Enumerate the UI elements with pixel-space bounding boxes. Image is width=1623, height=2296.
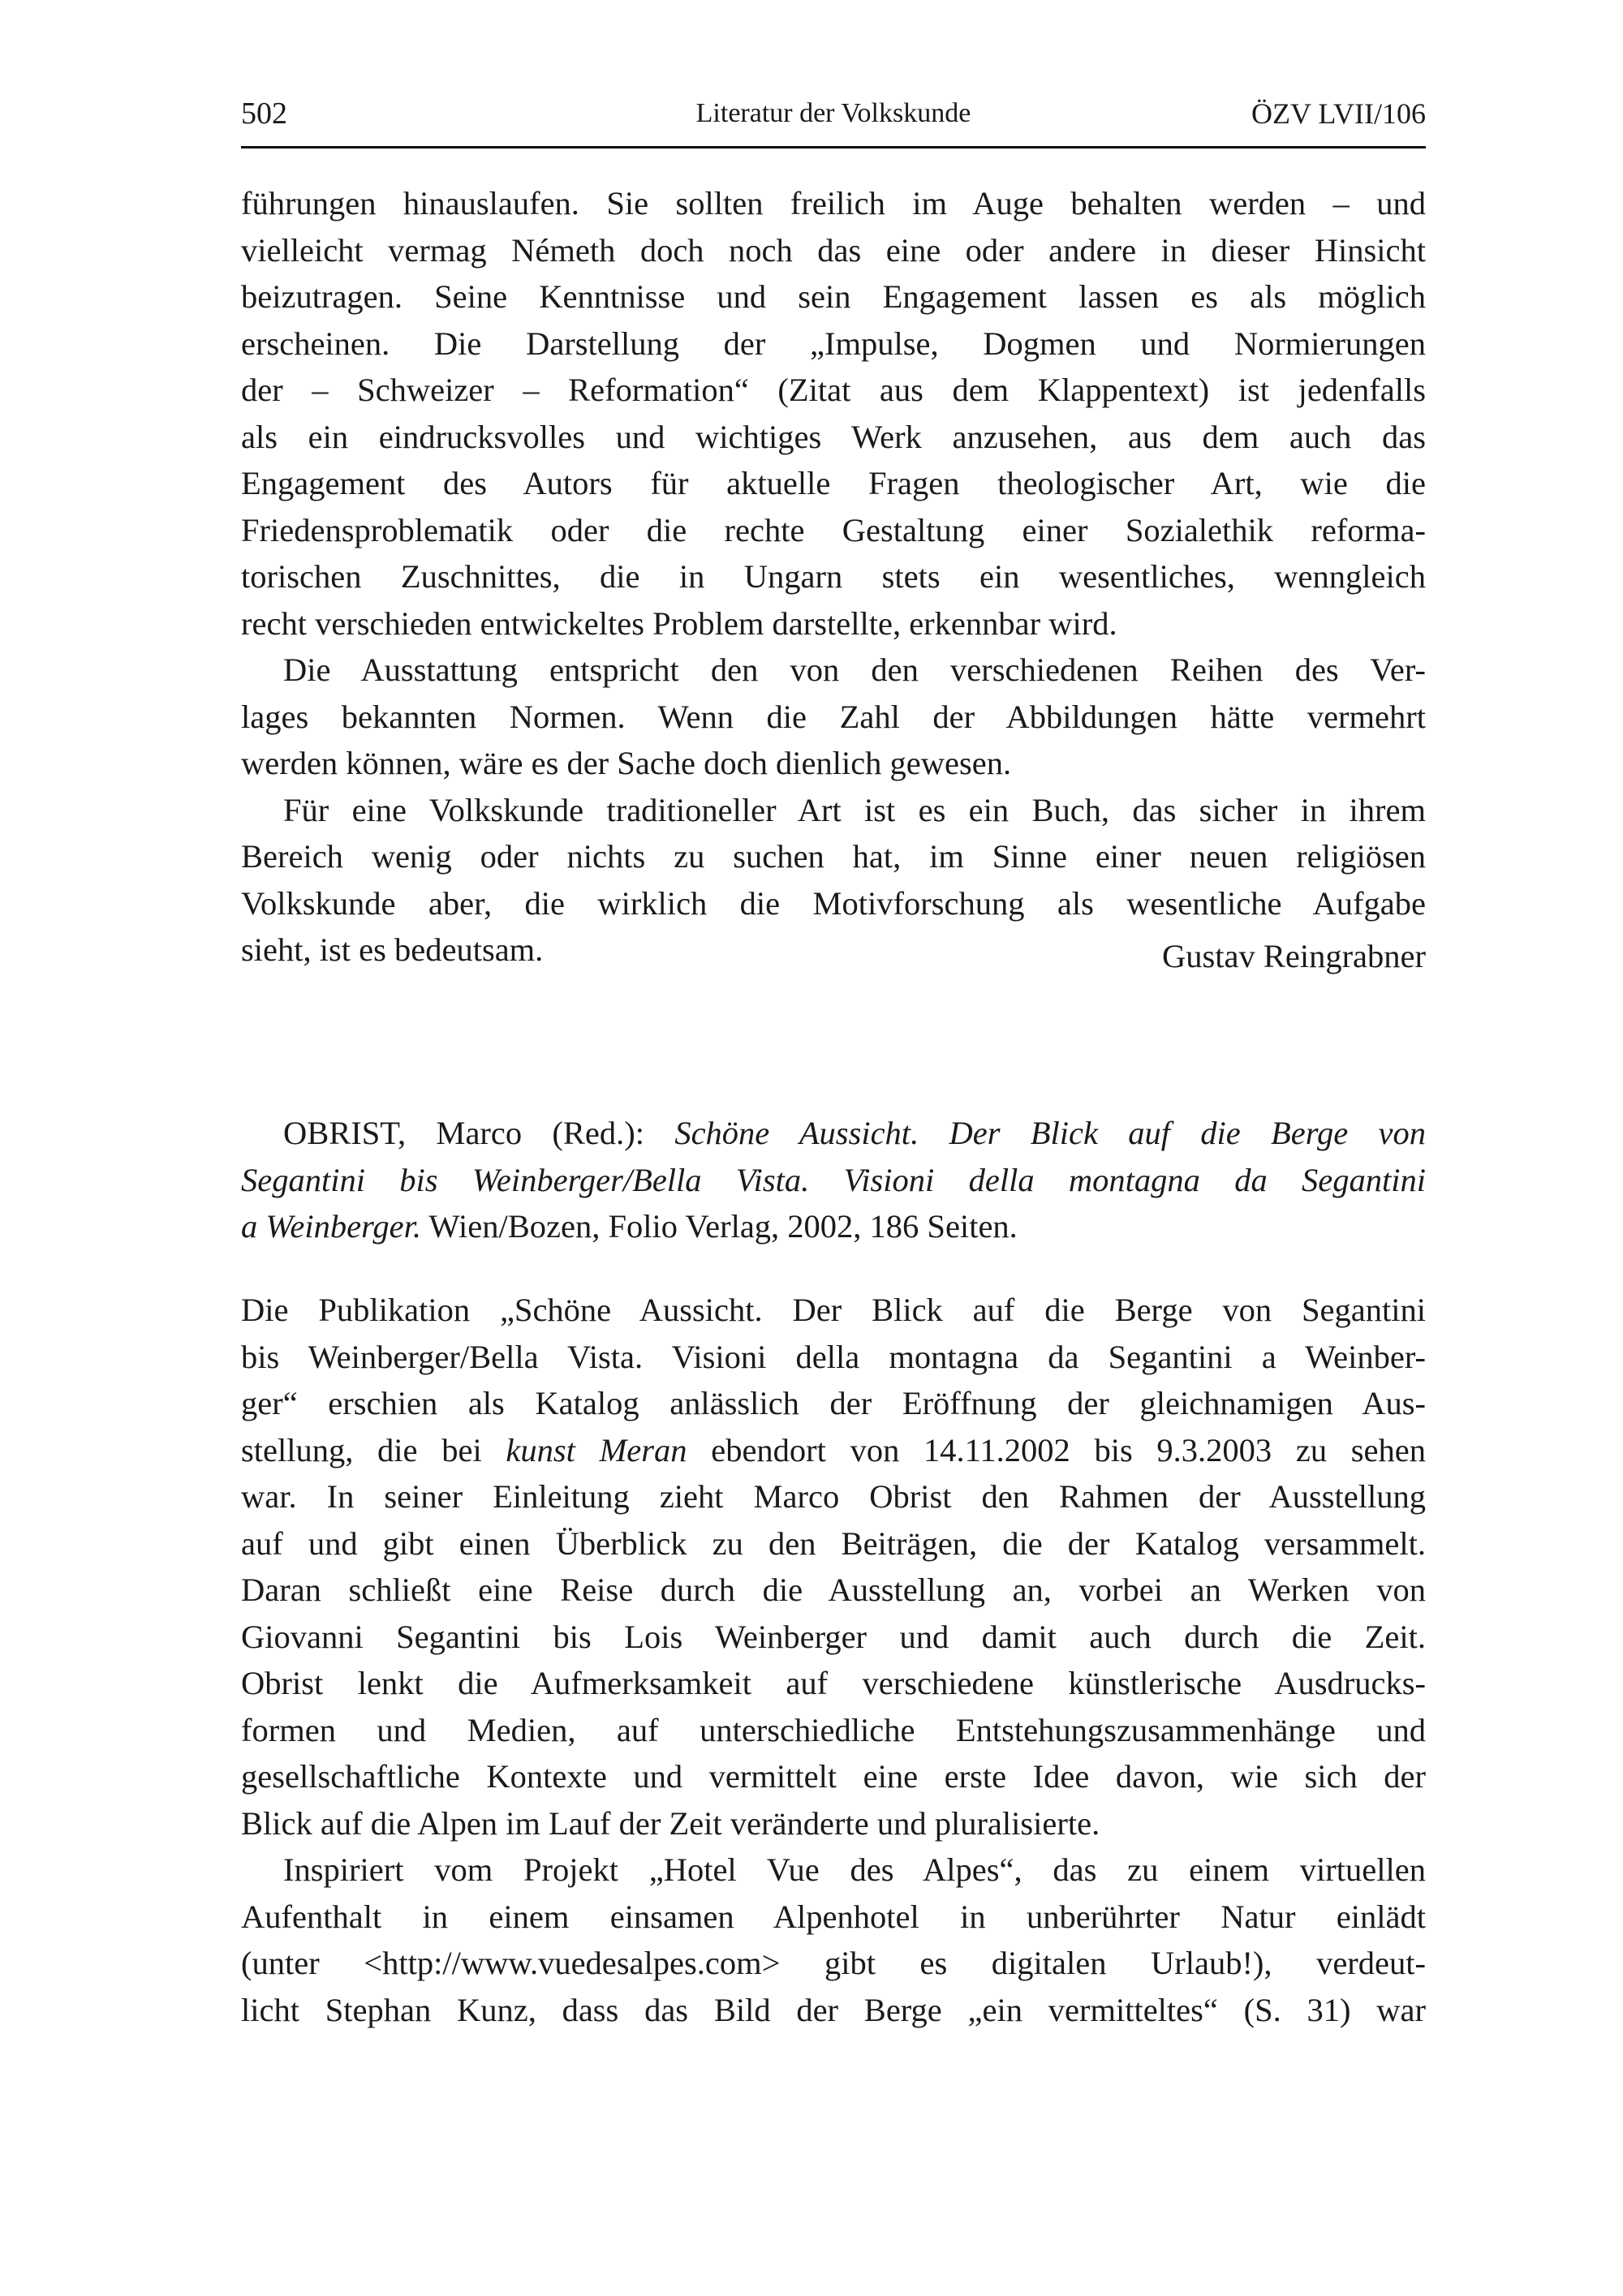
- citation-line: [241, 1110, 1426, 1157]
- citation-line: [241, 1157, 1426, 1204]
- review-2-citation: [241, 1110, 1426, 1250]
- journal-reference: ÖZV LVII/106: [1251, 97, 1426, 130]
- text-line: werden können, wäre es der Sache doch dienlich gewesen.: [241, 745, 1012, 781]
- text-line: licht Stephan Kunz, dass das Bild der Berge „ein vermitteltes“ (S. 31) war: [241, 1991, 1426, 2028]
- text-line: Die Publikation „Schöne Aussicht. Der Blick auf die Berge von Segantini: [241, 1292, 1426, 1328]
- review-1-body: [241, 180, 1426, 974]
- review-2-paragraph-1: [241, 1287, 1426, 1847]
- review-2-paragraph-2: [241, 1847, 1426, 2033]
- text-run: ebendort von 14.11.2002 bis 9.3.2003 zu sehen: [687, 1431, 1426, 1468]
- text-line: formen und Medien, auf unterschiedliche Entstehungszusammenhänge und: [241, 1711, 1426, 1748]
- citation-title: Schöne Aussicht. Der Blick auf die Berge von: [674, 1115, 1427, 1151]
- text-line: Aufenthalt in einem einsamen Alpenhotel in unberührter Natur einlädt: [241, 1898, 1426, 1935]
- text-line: gesellschaftliche Kontexte und vermittelt eine erste Idee davon, wie sich der: [241, 1758, 1426, 1795]
- text-line: recht verschieden entwickeltes Problem darstellte, erkennbar wird.: [241, 604, 1117, 642]
- citation-line: [241, 1203, 1426, 1250]
- text-line: beizutragen. Seine Kenntnisse und sein Engagement lassen es als möglich: [241, 278, 1426, 315]
- review-1-paragraph-1: [241, 180, 1426, 647]
- text-line: der – Schweizer – Reformation“ (Zitat aus dem Klappentext) ist jedenfalls: [241, 372, 1426, 408]
- header-rule-divider: [241, 146, 1426, 148]
- text-line: Giovanni Segantini bis Lois Weinberger und damit auch durch die Zeit.: [241, 1618, 1426, 1655]
- text-line: (unter <http://www.vuedesalpes.com> gibt es digitalen Urlaub!), verdeut-: [241, 1945, 1426, 1981]
- text-line: auf und gibt einen Überblick zu den Beiträgen, die der Katalog versammelt.: [241, 1524, 1426, 1562]
- text-line: erscheinen. Die Darstellung der „Impulse, Dogmen und Normierungen: [241, 325, 1426, 362]
- text-line: als ein eindrucksvolles und wichtiges Werk anzusehen, aus dem auch das: [241, 418, 1426, 455]
- text-line: Obrist lenkt die Aufmerksamkeit auf verschiedene künstlerische Ausdrucks-: [241, 1665, 1426, 1701]
- text-line: torischen Zuschnittes, die in Ungarn stets ein wesentliches, wenngleich: [241, 558, 1426, 595]
- section-title: Literatur der Volkskunde: [695, 98, 971, 128]
- text-line: Die Ausstattung entspricht den von den verschiedenen Reihen des Ver-: [283, 651, 1426, 688]
- text-line: war. In seiner Einleitung zieht Marco Obrist den Rahmen der Ausstellung: [241, 1478, 1426, 1515]
- text-line: Volkskunde aber, die wirklich die Motivforschung als wesentliche Aufgabe: [241, 884, 1426, 922]
- text-line: ger“ erschien als Katalog anlässlich der Eröffnung der gleichnamigen Aus-: [241, 1385, 1426, 1421]
- text-line: vielleicht vermag Németh doch noch das eine oder andere in dieser Hinsicht: [241, 231, 1426, 269]
- text-line: Engagement des Autors für aktuelle Fragen theologischer Art, wie die: [241, 465, 1426, 501]
- text-run: stellung, die bei: [241, 1431, 506, 1468]
- text-line: Daran schließt eine Reise durch die Ausstellung an, vorbei an Werken von: [241, 1572, 1426, 1608]
- text-line: Für eine Volkskunde traditioneller Art ist es ein Buch, das sicher in ihrem: [283, 791, 1426, 828]
- text-line: lages bekannten Normen. Wenn die Zahl der Abbildungen hätte vermehrt: [241, 698, 1426, 735]
- text-line: führungen hinauslaufen. Sie sollten freilich im Auge behalten werden – und: [241, 185, 1426, 221]
- text-line: bis Weinberger/Bella Vista. Visioni della montagna da Segantini a Weinber-: [241, 1338, 1426, 1375]
- text-line: Bereich wenig oder nichts zu suchen hat, im Sinne einer neuen religiösen: [241, 838, 1426, 875]
- text-line: Friedensproblematik oder die rechte Gestaltung einer Sozialethik reforma-: [241, 511, 1426, 548]
- citation-title: Segantini bis Weinberger/Bella Vista. Visioni della montagna da Segantini: [241, 1161, 1426, 1198]
- text-line: [241, 1427, 1426, 1474]
- review-2-body: [241, 1287, 1426, 2033]
- citation-title: a Weinberger.: [241, 1208, 421, 1245]
- reviewer-signature: Gustav Reingrabner: [1161, 938, 1426, 974]
- review-1-paragraph-2: [241, 647, 1426, 787]
- running-head: [241, 89, 1426, 138]
- page-number: 502: [241, 97, 287, 131]
- text-line: sieht, ist es bedeutsam.: [241, 931, 544, 968]
- citation-author: OBRIST, Marco (Red.):: [283, 1115, 645, 1151]
- text-line: Blick auf die Alpen im Lauf der Zeit veränderte und pluralisierte.: [241, 1804, 1100, 1842]
- citation-publication: Wien/Bozen, Folio Verlag, 2002, 186 Seiten.: [428, 1208, 1018, 1245]
- venue-name: kunst Meran: [506, 1431, 687, 1468]
- text-line: Inspiriert vom Projekt „Hotel Vue des Alpes“, das zu einem virtuellen: [283, 1851, 1426, 1888]
